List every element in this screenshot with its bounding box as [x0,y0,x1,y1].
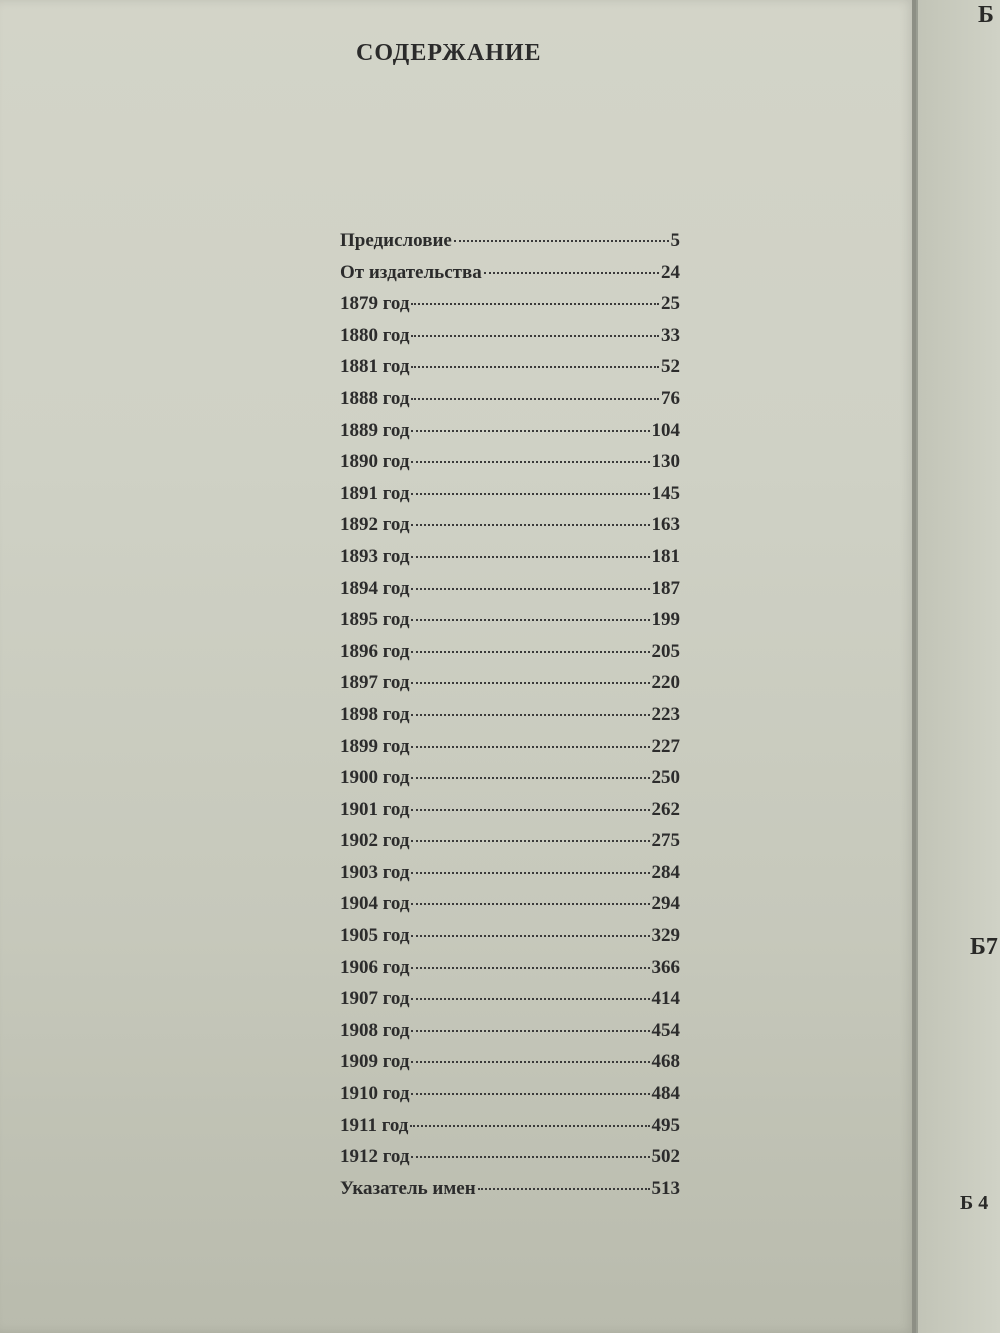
toc-entry [340,1146,680,1178]
table-of-contents [340,230,680,1209]
dot-leader [411,1061,649,1063]
toc-entry [340,546,680,578]
toc-entry-page-number: 275 [651,830,680,852]
toc-entry-label: 1907 год [340,988,410,1010]
toc-entry-page-number: 454 [651,1019,680,1041]
toc-entry-label: Предисловие [340,230,452,251]
toc-entry [340,1083,680,1115]
dot-leader [411,682,649,684]
adjacent-page [918,0,1000,1333]
dot-leader [411,777,649,779]
toc-entry-label: От издательства [340,261,482,283]
toc-entry-page-number: 513 [651,1177,680,1199]
toc-entry [340,420,680,452]
dot-leader [411,840,649,842]
toc-entry-label: 1902 год [340,830,410,852]
toc-entry-page-number: 205 [651,640,680,662]
toc-entry-page-number: 181 [651,545,680,567]
dot-leader [411,524,649,526]
toc-entry-page-number: 163 [651,514,680,536]
toc-entry-label: 1888 год [340,387,410,409]
toc-entry-page-number: 76 [661,387,680,409]
toc-entry-label: 1889 год [340,419,410,441]
toc-entry [340,578,680,610]
toc-entry-label: 1898 год [340,703,410,725]
toc-entry [340,1115,680,1147]
toc-entry-page-number: 227 [651,735,680,757]
toc-entry-page-number: 187 [651,577,680,599]
toc-entry-label: 1905 год [340,925,410,947]
toc-entry-page-number: 294 [651,893,680,915]
dot-leader [411,935,649,937]
toc-entry [340,325,680,357]
toc-entry-label: 1890 год [340,451,410,473]
toc-entry [340,293,680,325]
adjacent-page-fragment: Б 4 [960,1192,989,1214]
dot-leader [411,872,649,874]
page-edge [912,0,916,1333]
dot-leader [411,1156,649,1158]
toc-entry-label: 1891 год [340,482,410,504]
toc-entry-page-number: 5 [670,230,680,251]
dot-leader [478,1188,650,1190]
dot-leader [411,461,649,463]
dot-leader [484,272,659,274]
toc-entry [340,262,680,294]
toc-entry-page-number: 484 [651,1083,680,1105]
page-title: СОДЕРЖАНИЕ [356,40,542,66]
dot-leader [411,809,649,811]
toc-entry [340,641,680,673]
dot-leader [411,588,649,590]
toc-entry-label: 1897 год [340,672,410,694]
toc-entry [340,230,680,262]
toc-entry-page-number: 414 [651,988,680,1010]
toc-entry-label: 1900 год [340,767,410,789]
toc-entry-page-number: 250 [651,767,680,789]
dot-leader [411,714,649,716]
toc-entry [340,388,680,420]
toc-entry [340,1051,680,1083]
toc-entry-label: 1906 год [340,956,410,978]
toc-entry-page-number: 24 [661,261,680,283]
toc-entry-page-number: 33 [661,324,680,346]
toc-entry-page-number: 262 [651,798,680,820]
toc-entry-page-number: 223 [651,703,680,725]
toc-entry-page-number: 502 [651,1146,680,1168]
toc-entry-label: 1880 год [340,324,410,346]
toc-entry-label: 1912 год [340,1146,410,1168]
toc-entry-label: 1899 год [340,735,410,757]
toc-entry-label: 1892 год [340,514,410,536]
toc-entry-label: 1901 год [340,798,410,820]
dot-leader [411,303,659,305]
toc-entry-label: 1910 год [340,1083,410,1105]
dot-leader [411,967,649,969]
toc-entry-label: 1909 год [340,1051,410,1073]
toc-entry-page-number: 468 [651,1051,680,1073]
dot-leader [454,240,669,242]
toc-entry [340,830,680,862]
toc-entry-page-number: 25 [661,293,680,315]
toc-entry-label: 1895 год [340,609,410,631]
dot-leader [410,1125,649,1127]
toc-entry-label: 1911 год [340,1114,409,1136]
toc-entry-label: 1908 год [340,1019,410,1041]
toc-entry-label: 1894 год [340,577,410,599]
dot-leader [411,903,649,905]
toc-entry-label: 1893 год [340,545,410,567]
toc-entry-label: 1903 год [340,861,410,883]
dot-leader [411,335,659,337]
dot-leader [411,430,649,432]
toc-entry-page-number: 220 [651,672,680,694]
toc-entry [340,767,680,799]
dot-leader [411,556,649,558]
toc-entry [340,704,680,736]
toc-entry-page-number: 366 [651,956,680,978]
toc-entry [340,988,680,1020]
dot-leader [411,651,649,653]
toc-entry [340,672,680,704]
toc-entry-label: Указатель имен [340,1177,476,1199]
toc-entry-page-number: 104 [651,419,680,441]
dot-leader [411,998,649,1000]
dot-leader [411,493,649,495]
dot-leader [411,619,649,621]
toc-entry [340,609,680,641]
dot-leader [411,366,659,368]
toc-entry [340,799,680,831]
dot-leader [411,398,659,400]
dot-leader [411,1093,649,1095]
toc-entry-page-number: 130 [651,451,680,473]
toc-entry [340,451,680,483]
toc-entry [340,957,680,989]
dot-leader [411,746,649,748]
dot-leader [411,1030,649,1032]
toc-entry [340,893,680,925]
toc-entry-label: 1879 год [340,293,410,315]
toc-entry-page-number: 199 [651,609,680,631]
toc-entry [340,356,680,388]
toc-entry [340,862,680,894]
toc-entry [340,483,680,515]
toc-entry [340,925,680,957]
toc-entry-label: 1881 год [340,356,410,378]
toc-entry [340,736,680,768]
toc-entry [340,1178,680,1210]
toc-entry [340,1020,680,1052]
adjacent-page-fragment: Б7 [970,934,998,960]
toc-entry-label: 1904 год [340,893,410,915]
toc-entry-label: 1896 год [340,640,410,662]
adjacent-page-fragment: Б [978,2,994,28]
toc-entry-page-number: 284 [651,861,680,883]
toc-entry [340,514,680,546]
toc-entry-page-number: 329 [651,925,680,947]
toc-entry-page-number: 145 [651,482,680,504]
toc-entry-page-number: 495 [651,1114,680,1136]
toc-entry-page-number: 52 [661,356,680,378]
